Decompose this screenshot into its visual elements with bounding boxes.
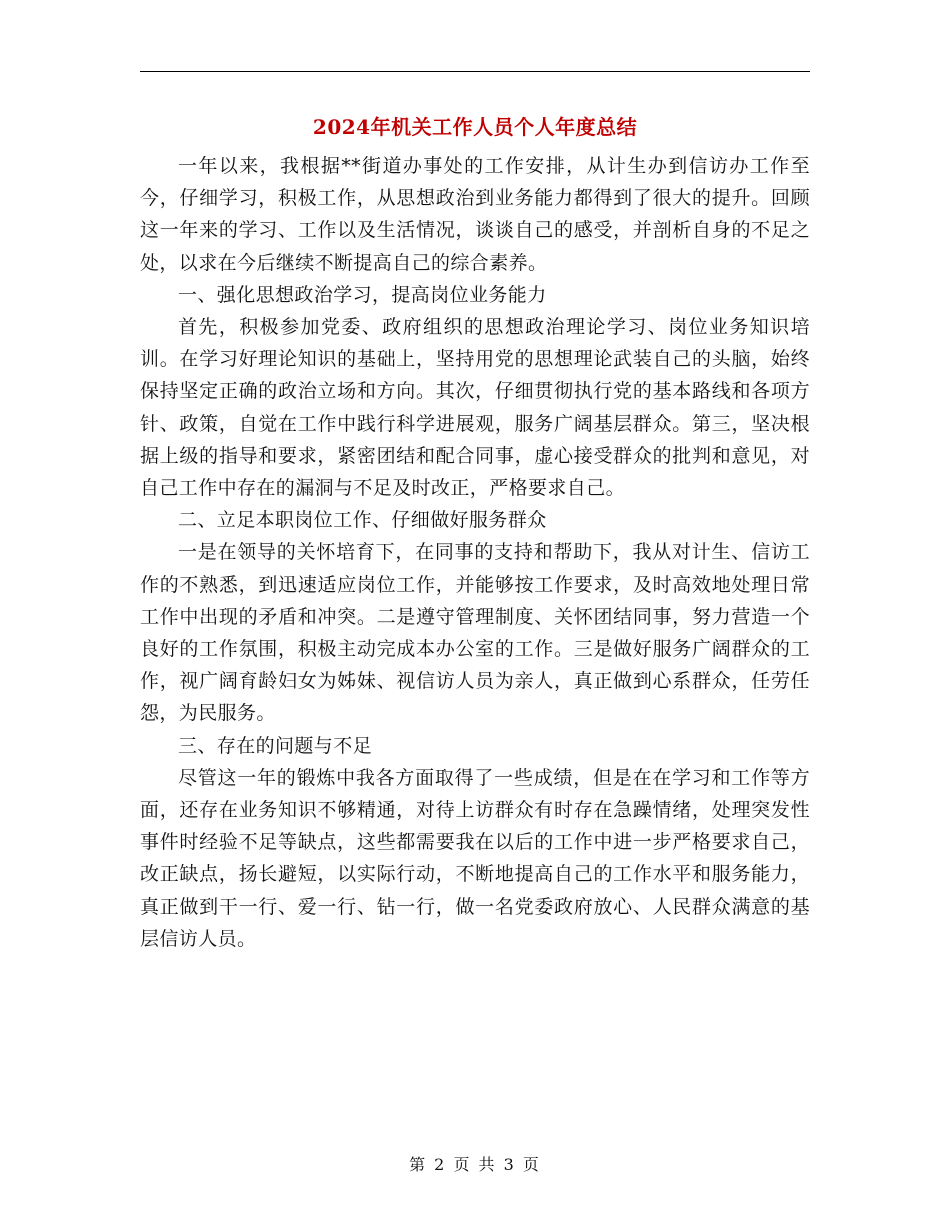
section-heading-3: 三、存在的问题与不足 — [178, 734, 373, 757]
section-2-paragraph: 一是在领导的关怀培育下，在同事的支持和帮助下，我从对计生、信访工作的不熟悉，到迅速适应岗位工作，并能够按工作要求，及时高效地处理日常工作中出现的矛盾和冲突。二是遵守管理制度、关怀团结同事，努力营造一个良好的工作氛围，积极主动完成本办公室的工作。三是做好服务广阔群众的工作，视广阔育龄妇女为姊妹、视信访人员为亲人，真正做到心系群众，任劳任怨，为民服务。 — [140, 541, 810, 725]
section-3-paragraph: 尽管这一年的锻炼中我各方面取得了一些成绩，但是在在学习和工作等方面，还存在业务知识不够精通，对待上访群众有时存在急躁情绪，处理突发性事件时经验不足等缺点，这些都需要我在以后的工作中进一步严格要求自己，改正缺点，扬长避短，以实际行动，不断地提高自己的工作水平和服务能力，真正做到干一行、爱一行、钻一行，做一名党委政府放心、人民群众满意的基层信访人员。 — [140, 766, 810, 950]
document-title: 2024年机关工作人员个人年度总结 — [312, 115, 638, 139]
section-heading-2: 二、立足本职岗位工作、仔细做好服务群众 — [178, 509, 547, 532]
intro-paragraph: 一年以来，我根据**街道办事处的工作安排，从计生办到信访办工作至今，仔细学习，积极工作，从思想政治到业务能力都得到了很大的提升。回顾这一年来的学习、工作以及生活情况，谈谈自己的感受，并剖析自身的不足之处，以求在今后继续不断提高自己的综合素养。 — [140, 155, 810, 274]
header-rule — [140, 71, 810, 72]
section-1-paragraph: 首先，积极参加党委、政府组织的思想政治理论学习、岗位业务知识培训。在学习好理论知识的基础上，坚持用党的思想理论武装自己的头脑，始终保持坚定正确的政治立场和方向。其次，仔细贯彻执行党的基本路线和各项方针、政策，自觉在工作中践行科学进展观，服务广阔基层群众。第三，坚决根据上级的指导和要求，紧密团结和配合同事，虚心接受群众的批判和意见，对自己工作中存在的漏洞与不足及时改正，严格要求自己。 — [140, 316, 810, 500]
document-body — [140, 150, 810, 955]
section-heading-1: 一、强化思想政治学习，提高岗位业务能力 — [178, 283, 547, 306]
page-number-footer: 第 2 页 共 3 页 — [409, 1155, 541, 1174]
